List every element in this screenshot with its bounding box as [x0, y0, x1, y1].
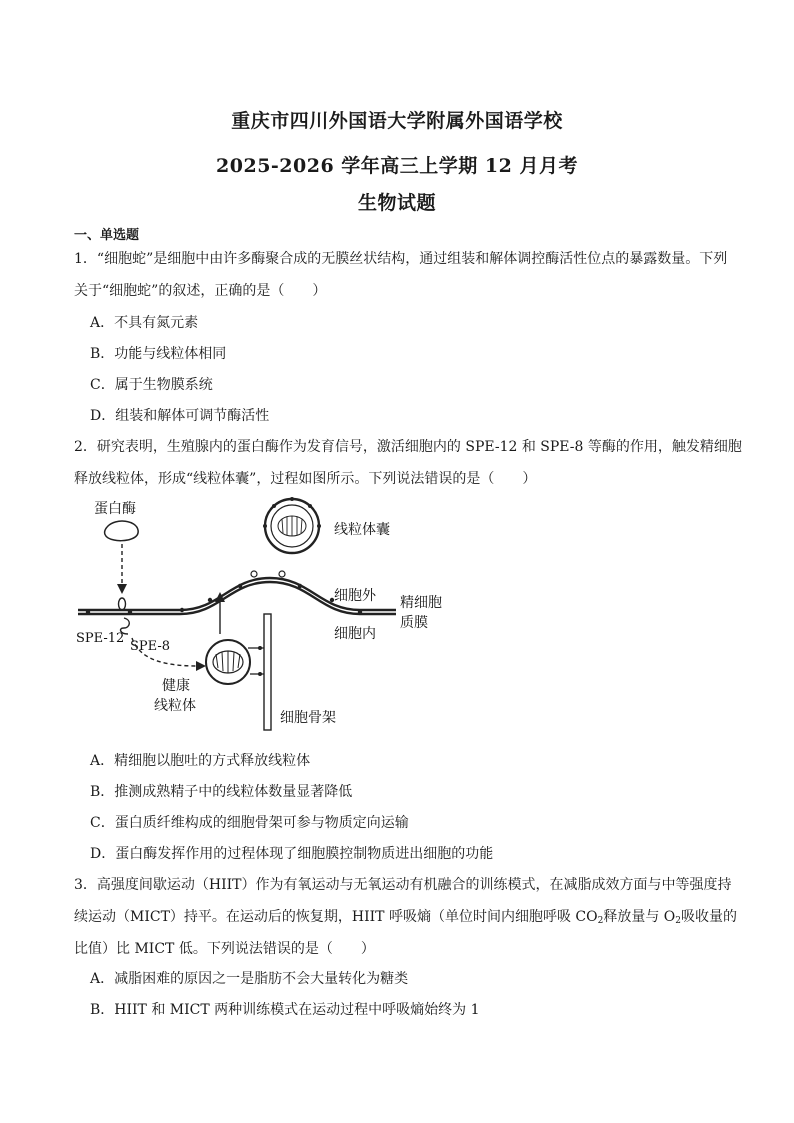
label-protease: 蛋白酶 — [94, 501, 136, 517]
label-inside: 细胞内 — [334, 626, 376, 642]
co2-subscript: 2 — [597, 916, 604, 926]
q1-option-a: A．不具有氮元素 — [90, 315, 199, 331]
label-healthy-1: 健康 — [162, 678, 190, 694]
protease-shape — [105, 521, 139, 541]
label-healthy-2: 线粒体 — [154, 698, 196, 714]
q2-stem-line2: 释放线粒体，形成“线粒体囊”，过程如图所示。下列说法错误的是（ ） — [74, 471, 537, 487]
q3-stem-line2 — [74, 906, 738, 926]
label-outside: 细胞外 — [334, 588, 376, 604]
mitochondria-release-figure — [70, 496, 442, 732]
section-heading: 一、单选题 — [74, 228, 140, 243]
label-spe8: SPE-8 — [130, 639, 171, 654]
q3-stem-line3: 比值）比 MICT 低。下列说法错误的是（ ） — [74, 941, 375, 957]
subject-title: 生物试题 — [357, 192, 436, 214]
cytoskeleton-bar — [264, 614, 271, 730]
q3-option-b: B．HIIT 和 MICT 两种训练模式在运动过程中呼吸熵始终为 1 — [90, 1002, 480, 1018]
label-membrane-2: 质膜 — [400, 615, 428, 631]
q1-stem-line2: 关于“细胞蛇”的叙述，正确的是（ ） — [74, 283, 327, 299]
q3-line2-start: 续运动（MICT）持平。在运动后的恢复期，HIIT 呼吸熵（单位时间内细胞呼吸 CO — [74, 909, 598, 925]
q2-option-c: C．蛋白质纤维构成的细胞骨架可参与物质定向运输 — [90, 815, 409, 831]
q3-option-a: A．减脂困难的原因之一是脂肪不会大量转化为糖类 — [90, 971, 409, 987]
school-title: 重庆市四川外国语大学附属外国语学校 — [231, 110, 563, 132]
q1-option-c: C．属于生物膜系统 — [90, 377, 213, 393]
q1-option-b: B．功能与线粒体相同 — [90, 346, 227, 362]
q3-line2-end: 吸收量的 — [681, 909, 738, 925]
q2-option-d: D．蛋白酶发挥作用的过程体现了细胞膜控制物质进出细胞的功能 — [90, 846, 494, 862]
q2-option-b: B．推测成熟精子中的线粒体数量显著降低 — [90, 784, 353, 800]
q2-stem-line1: 2．研究表明，生殖腺内的蛋白酶作为发育信号，激活细胞内的 SPE-12 和 SPE-8 等酶的作用，触发精细胞 — [74, 439, 742, 455]
label-cytoskeleton: 细胞骨架 — [280, 710, 336, 726]
q3-line2-mid: 释放量与 O — [603, 909, 676, 925]
label-spe12: SPE-12 — [76, 631, 125, 646]
label-membrane-1: 精细胞 — [400, 595, 442, 611]
q3-stem-line1: 3．高强度间歇运动（HIIT）作为有氧运动与无氧运动有机融合的训练模式，在减脂成效方面与中等强度持 — [74, 877, 732, 893]
o2-subscript: 2 — [675, 916, 682, 926]
label-vesicle: 线粒体囊 — [334, 522, 390, 538]
q2-option-a: A．精细胞以胞吐的方式释放线粒体 — [90, 753, 311, 769]
q1-option-d: D．组装和解体可调节酶活性 — [90, 408, 270, 424]
term-title: 2025-2026 学年高三上学期 12 月月考 — [216, 155, 578, 177]
q1-stem-line1: 1．“细胞蛇”是细胞中由许多酶聚合成的无膜丝状结构，通过组装和解体调控酶活性位点的暴露数量。下列 — [74, 251, 728, 267]
